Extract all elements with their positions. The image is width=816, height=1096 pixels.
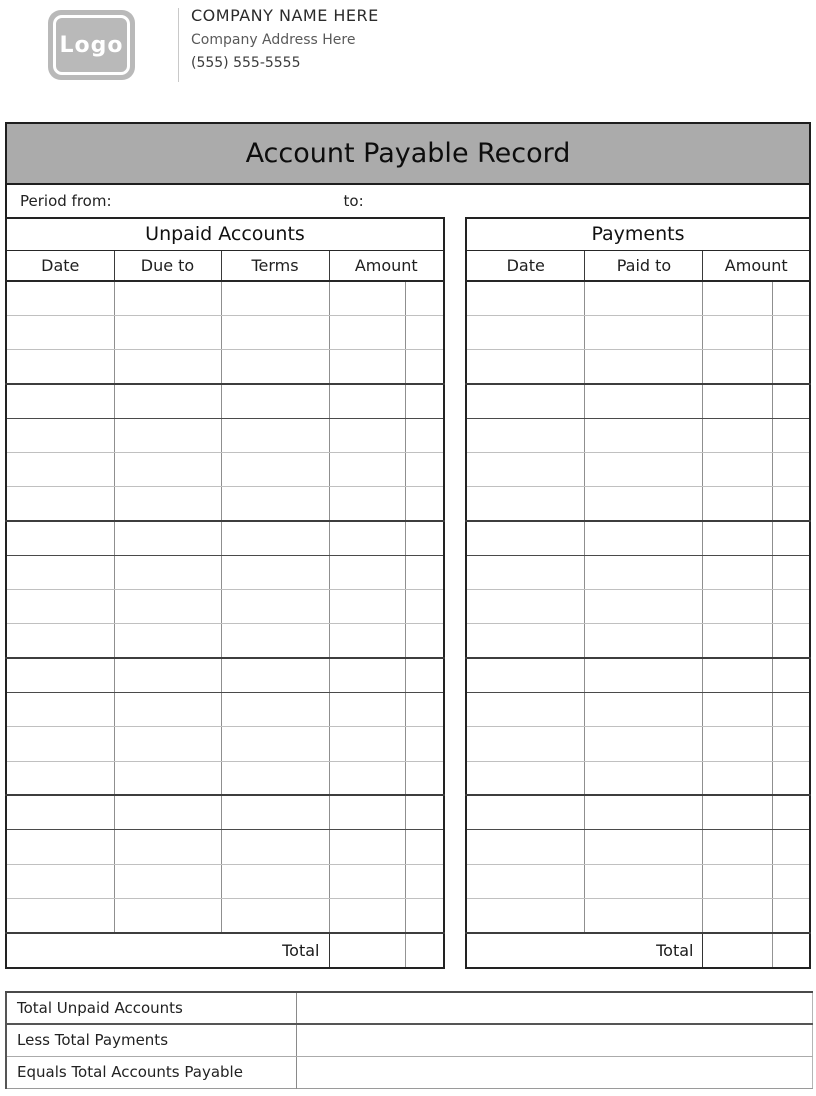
- empty-cell[interactable]: [221, 555, 329, 589]
- page-title: Account Payable Record: [245, 138, 571, 169]
- empty-cell[interactable]: [6, 555, 114, 589]
- unpaid-total-row: [6, 933, 444, 968]
- empty-cell[interactable]: [329, 487, 405, 521]
- table-row: [6, 350, 444, 384]
- table-row: [6, 281, 444, 315]
- ledger-tables: [5, 217, 811, 969]
- column-header-date: Date: [6, 250, 114, 281]
- unpaid-total-amount-cell[interactable]: [329, 933, 405, 968]
- empty-cell[interactable]: [6, 830, 114, 864]
- empty-cell[interactable]: [6, 384, 114, 418]
- empty-cell[interactable]: [773, 761, 810, 795]
- empty-cell[interactable]: [405, 555, 444, 589]
- empty-cell[interactable]: [114, 384, 221, 418]
- empty-cell[interactable]: [466, 521, 585, 555]
- table-row: [6, 384, 444, 418]
- empty-cell[interactable]: [466, 727, 585, 761]
- table-row: [466, 693, 810, 727]
- empty-cell[interactable]: [466, 761, 585, 795]
- empty-cell[interactable]: [773, 727, 810, 761]
- table-row: [6, 830, 444, 864]
- empty-cell[interactable]: [703, 693, 773, 727]
- empty-cell[interactable]: [466, 487, 585, 521]
- letterhead-divider: [178, 8, 179, 82]
- table-row: [6, 693, 444, 727]
- empty-cell[interactable]: [6, 727, 114, 761]
- empty-cell[interactable]: [703, 350, 773, 384]
- empty-cell[interactable]: [114, 898, 221, 932]
- empty-cell[interactable]: [703, 830, 773, 864]
- empty-cell[interactable]: [114, 487, 221, 521]
- empty-cell[interactable]: [773, 418, 810, 452]
- company-phone: (555) 555-5555: [191, 55, 301, 71]
- empty-cell[interactable]: [6, 898, 114, 932]
- empty-cell[interactable]: [773, 452, 810, 486]
- empty-cell[interactable]: [405, 898, 444, 932]
- empty-cell[interactable]: [466, 658, 585, 692]
- table-row: [466, 487, 810, 521]
- empty-cell[interactable]: [585, 693, 703, 727]
- column-header-paid-to: Paid to: [585, 250, 703, 281]
- table-row: [466, 830, 810, 864]
- table-gap: [445, 217, 465, 969]
- empty-cell[interactable]: [329, 864, 405, 898]
- empty-cell[interactable]: [466, 795, 585, 829]
- empty-cell[interactable]: [466, 693, 585, 727]
- empty-cell[interactable]: [329, 898, 405, 932]
- empty-cell[interactable]: [773, 521, 810, 555]
- empty-cell[interactable]: [114, 761, 221, 795]
- empty-cell[interactable]: [585, 624, 703, 658]
- empty-cell[interactable]: [329, 658, 405, 692]
- empty-cell[interactable]: [585, 555, 703, 589]
- empty-cell[interactable]: [773, 315, 810, 349]
- empty-cell[interactable]: [329, 315, 405, 349]
- empty-cell[interactable]: [773, 795, 810, 829]
- empty-cell[interactable]: [329, 727, 405, 761]
- empty-cell[interactable]: [466, 864, 585, 898]
- summary-value-less-payments[interactable]: [296, 1024, 812, 1056]
- payments-table: [465, 217, 811, 969]
- empty-cell[interactable]: [405, 418, 444, 452]
- period-to-label: to:: [343, 192, 364, 210]
- empty-cell[interactable]: [6, 281, 114, 315]
- empty-cell[interactable]: [703, 555, 773, 589]
- empty-cell[interactable]: [703, 624, 773, 658]
- table-row: [6, 658, 444, 692]
- empty-cell[interactable]: [221, 350, 329, 384]
- empty-cell[interactable]: [6, 418, 114, 452]
- table-row: [6, 418, 444, 452]
- empty-cell[interactable]: [703, 898, 773, 932]
- summary-label-equals-payable: Equals Total Accounts Payable: [6, 1056, 296, 1088]
- table-row: [466, 418, 810, 452]
- empty-cell[interactable]: [114, 590, 221, 624]
- column-header-due-to: Due to: [114, 250, 221, 281]
- empty-cell[interactable]: [466, 452, 585, 486]
- empty-cell[interactable]: [221, 864, 329, 898]
- empty-cell[interactable]: [114, 350, 221, 384]
- empty-cell[interactable]: [773, 864, 810, 898]
- empty-cell[interactable]: [405, 795, 444, 829]
- logo-text: Logo: [59, 32, 124, 58]
- empty-cell[interactable]: [221, 830, 329, 864]
- summary-table: [5, 991, 813, 1089]
- empty-cell[interactable]: [773, 384, 810, 418]
- empty-cell[interactable]: [221, 315, 329, 349]
- empty-cell[interactable]: [329, 555, 405, 589]
- unpaid-accounts-header-row: [6, 250, 444, 281]
- empty-cell[interactable]: [405, 315, 444, 349]
- letterhead: [0, 0, 816, 122]
- empty-cell[interactable]: [466, 315, 585, 349]
- summary-label-less-payments: Less Total Payments: [6, 1024, 296, 1056]
- empty-cell[interactable]: [6, 315, 114, 349]
- payments-total-cents-cell[interactable]: [773, 933, 810, 968]
- empty-cell[interactable]: [114, 281, 221, 315]
- empty-cell[interactable]: [329, 693, 405, 727]
- empty-cell[interactable]: [585, 658, 703, 692]
- empty-cell[interactable]: [773, 693, 810, 727]
- empty-cell[interactable]: [329, 830, 405, 864]
- summary-label-total-unpaid: Total Unpaid Accounts: [6, 992, 296, 1024]
- summary-row: [6, 992, 812, 1024]
- payments-total-row: [466, 933, 810, 968]
- empty-cell[interactable]: [773, 658, 810, 692]
- table-row: [6, 590, 444, 624]
- empty-cell[interactable]: [221, 795, 329, 829]
- empty-cell[interactable]: [329, 452, 405, 486]
- unpaid-total-label: Total: [6, 933, 329, 968]
- empty-cell[interactable]: [585, 795, 703, 829]
- table-row: [466, 521, 810, 555]
- empty-cell[interactable]: [405, 452, 444, 486]
- empty-cell[interactable]: [6, 864, 114, 898]
- empty-cell[interactable]: [466, 898, 585, 932]
- empty-cell[interactable]: [6, 452, 114, 486]
- empty-cell[interactable]: [6, 795, 114, 829]
- empty-cell[interactable]: [703, 590, 773, 624]
- empty-cell[interactable]: [703, 487, 773, 521]
- company-info: [191, 8, 379, 70]
- table-row: [466, 315, 810, 349]
- table-row: [6, 727, 444, 761]
- payments-header-row: [466, 250, 810, 281]
- empty-cell[interactable]: [114, 727, 221, 761]
- empty-cell[interactable]: [114, 795, 221, 829]
- empty-cell[interactable]: [405, 624, 444, 658]
- empty-cell[interactable]: [773, 281, 810, 315]
- empty-cell[interactable]: [585, 452, 703, 486]
- empty-cell[interactable]: [585, 487, 703, 521]
- empty-cell[interactable]: [773, 898, 810, 932]
- empty-cell[interactable]: [585, 761, 703, 795]
- empty-cell[interactable]: [114, 315, 221, 349]
- table-row: [466, 761, 810, 795]
- empty-cell[interactable]: [703, 315, 773, 349]
- form-title-bar: [5, 122, 811, 185]
- empty-cell[interactable]: [221, 384, 329, 418]
- table-row: [466, 727, 810, 761]
- table-row: [466, 555, 810, 589]
- empty-cell[interactable]: [221, 624, 329, 658]
- column-header-date: Date: [466, 250, 585, 281]
- empty-cell[interactable]: [703, 727, 773, 761]
- empty-cell[interactable]: [773, 830, 810, 864]
- empty-cell[interactable]: [405, 761, 444, 795]
- empty-cell[interactable]: [329, 384, 405, 418]
- empty-cell[interactable]: [405, 864, 444, 898]
- table-row: [6, 761, 444, 795]
- empty-cell[interactable]: [466, 418, 585, 452]
- empty-cell[interactable]: [329, 761, 405, 795]
- empty-cell[interactable]: [114, 658, 221, 692]
- empty-cell[interactable]: [6, 590, 114, 624]
- summary-value-total-unpaid[interactable]: [296, 992, 812, 1024]
- empty-cell[interactable]: [221, 693, 329, 727]
- empty-cell[interactable]: [703, 384, 773, 418]
- empty-cell[interactable]: [585, 864, 703, 898]
- table-row: [466, 452, 810, 486]
- empty-cell[interactable]: [405, 521, 444, 555]
- empty-cell[interactable]: [114, 624, 221, 658]
- empty-cell[interactable]: [329, 350, 405, 384]
- summary-row: [6, 1056, 812, 1088]
- empty-cell[interactable]: [6, 624, 114, 658]
- table-row: [6, 555, 444, 589]
- company-name: COMPANY NAME HERE: [191, 6, 379, 25]
- empty-cell[interactable]: [221, 590, 329, 624]
- empty-cell[interactable]: [405, 384, 444, 418]
- table-row: [466, 658, 810, 692]
- table-row: [466, 384, 810, 418]
- empty-cell[interactable]: [221, 281, 329, 315]
- payments-title: Payments: [466, 218, 810, 250]
- unpaid-total-cents-cell[interactable]: [405, 933, 444, 968]
- empty-cell[interactable]: [221, 658, 329, 692]
- empty-cell[interactable]: [221, 727, 329, 761]
- empty-cell[interactable]: [466, 830, 585, 864]
- column-header-terms: Terms: [221, 250, 329, 281]
- period-row: [5, 185, 811, 217]
- empty-cell[interactable]: [329, 521, 405, 555]
- empty-cell[interactable]: [585, 418, 703, 452]
- unpaid-accounts-table: [5, 217, 445, 969]
- empty-cell[interactable]: [405, 830, 444, 864]
- empty-cell[interactable]: [773, 590, 810, 624]
- empty-cell[interactable]: [466, 624, 585, 658]
- empty-cell[interactable]: [585, 315, 703, 349]
- empty-cell[interactable]: [405, 281, 444, 315]
- table-row: [466, 624, 810, 658]
- period-from-label: Period from:: [20, 192, 112, 210]
- empty-cell[interactable]: [114, 418, 221, 452]
- empty-cell[interactable]: [466, 555, 585, 589]
- logo-frame: [53, 15, 130, 75]
- empty-cell[interactable]: [114, 864, 221, 898]
- column-header-amount: Amount: [329, 250, 444, 281]
- table-row: [466, 590, 810, 624]
- empty-cell[interactable]: [703, 521, 773, 555]
- empty-cell[interactable]: [221, 418, 329, 452]
- empty-cell[interactable]: [6, 487, 114, 521]
- empty-cell[interactable]: [773, 624, 810, 658]
- empty-cell[interactable]: [114, 452, 221, 486]
- empty-cell[interactable]: [585, 521, 703, 555]
- empty-cell[interactable]: [703, 795, 773, 829]
- empty-cell[interactable]: [585, 830, 703, 864]
- empty-cell[interactable]: [585, 384, 703, 418]
- empty-cell[interactable]: [6, 350, 114, 384]
- unpaid-accounts-title: Unpaid Accounts: [6, 218, 444, 250]
- empty-cell[interactable]: [114, 830, 221, 864]
- summary-row: [6, 1024, 812, 1056]
- empty-cell[interactable]: [585, 727, 703, 761]
- empty-cell[interactable]: [329, 590, 405, 624]
- empty-cell[interactable]: [703, 281, 773, 315]
- empty-cell[interactable]: [221, 761, 329, 795]
- empty-cell[interactable]: [114, 693, 221, 727]
- column-header-amount: Amount: [703, 250, 810, 281]
- empty-cell[interactable]: [773, 350, 810, 384]
- empty-cell[interactable]: [405, 350, 444, 384]
- empty-cell[interactable]: [405, 693, 444, 727]
- period-to-input[interactable]: [364, 189, 809, 213]
- empty-cell[interactable]: [703, 418, 773, 452]
- company-address: Company Address Here: [191, 32, 356, 48]
- period-from-input[interactable]: [112, 189, 344, 213]
- empty-cell[interactable]: [405, 487, 444, 521]
- empty-cell[interactable]: [585, 590, 703, 624]
- table-row: [466, 898, 810, 932]
- table-row: [466, 795, 810, 829]
- empty-cell[interactable]: [221, 452, 329, 486]
- empty-cell[interactable]: [114, 555, 221, 589]
- empty-cell[interactable]: [585, 281, 703, 315]
- empty-cell[interactable]: [703, 761, 773, 795]
- table-row: [466, 350, 810, 384]
- empty-cell[interactable]: [466, 281, 585, 315]
- summary-value-equals-payable[interactable]: [296, 1056, 812, 1088]
- table-row: [6, 795, 444, 829]
- table-row: [6, 898, 444, 932]
- empty-cell[interactable]: [114, 521, 221, 555]
- empty-cell[interactable]: [329, 281, 405, 315]
- table-row: [6, 487, 444, 521]
- empty-cell[interactable]: [466, 350, 585, 384]
- empty-cell[interactable]: [773, 555, 810, 589]
- empty-cell[interactable]: [221, 487, 329, 521]
- table-row: [466, 281, 810, 315]
- empty-cell[interactable]: [6, 521, 114, 555]
- empty-cell[interactable]: [6, 693, 114, 727]
- empty-cell[interactable]: [405, 658, 444, 692]
- empty-cell[interactable]: [221, 521, 329, 555]
- table-row: [6, 315, 444, 349]
- company-logo: [48, 10, 135, 80]
- table-row: [6, 521, 444, 555]
- empty-cell[interactable]: [6, 761, 114, 795]
- payments-total-label: Total: [466, 933, 703, 968]
- empty-cell[interactable]: [329, 624, 405, 658]
- empty-cell[interactable]: [773, 487, 810, 521]
- empty-cell[interactable]: [221, 898, 329, 932]
- empty-cell[interactable]: [466, 590, 585, 624]
- empty-cell[interactable]: [466, 384, 585, 418]
- empty-cell[interactable]: [585, 350, 703, 384]
- empty-cell[interactable]: [329, 418, 405, 452]
- table-row: [6, 624, 444, 658]
- empty-cell[interactable]: [703, 658, 773, 692]
- table-row: [6, 864, 444, 898]
- empty-cell[interactable]: [585, 898, 703, 932]
- empty-cell[interactable]: [329, 795, 405, 829]
- table-row: [6, 452, 444, 486]
- payments-total-amount-cell[interactable]: [703, 933, 773, 968]
- empty-cell[interactable]: [405, 590, 444, 624]
- empty-cell[interactable]: [703, 452, 773, 486]
- empty-cell[interactable]: [405, 727, 444, 761]
- empty-cell[interactable]: [6, 658, 114, 692]
- empty-cell[interactable]: [703, 864, 773, 898]
- table-row: [466, 864, 810, 898]
